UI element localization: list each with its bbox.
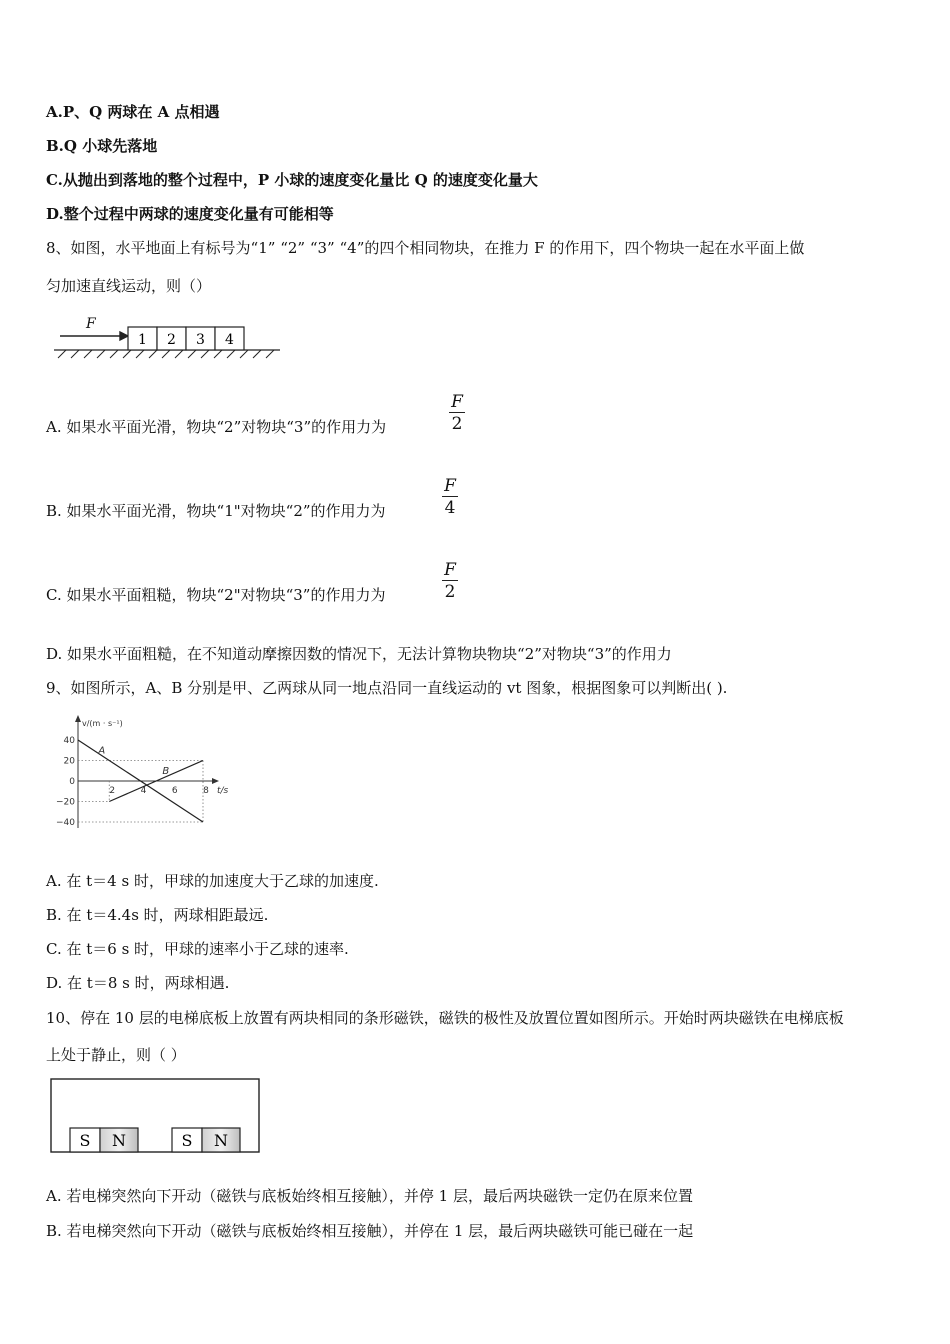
q9-option-b: B. 在 t＝4.4s 时，两球相距最远. (46, 906, 269, 924)
q8-option-c-fraction (442, 560, 458, 603)
q8-option-a-fraction (449, 392, 465, 435)
hatch-mark (123, 350, 131, 358)
block-label-3: 3 (196, 332, 205, 348)
hatch-mark (201, 350, 209, 358)
hatch-mark (97, 350, 105, 358)
magnet-1-n-label: N (112, 1131, 126, 1150)
hatch-mark (214, 350, 222, 358)
q9-option-a: A. 在 t＝4 s 时，甲球的加速度大于乙球的加速度. (46, 872, 379, 890)
hatch-mark (162, 350, 170, 358)
q8-option-d: D. 如果水平面粗糙，在不知道动摩擦因数的情况下，无法计算物块物块“2”对物块“3”的作用力 (46, 645, 672, 663)
block-label-1: 1 (138, 332, 147, 348)
q9-option-c: C. 在 t＝6 s 时，甲球的速率小于乙球的速率. (46, 940, 349, 958)
q8-stem-line1: 8、如图，水平地面上有标号为“1” “2” “3” “4”的四个相同物块，在推力 F 的作用下，四个物块一起在水平面上做 (46, 239, 805, 257)
fraction-numerator: F (451, 392, 463, 412)
q10-option-a: A. 若电梯突然向下开动（磁铁与底板始终相互接触），并停 1 层，最后两块磁铁一定仍在原来位置 (46, 1187, 693, 1205)
hatch-mark (240, 350, 248, 358)
q8-option-b-fraction (442, 476, 458, 519)
q8-option-c: C. 如果水平面粗糙，物块“2"对物块“3”的作用力为 (46, 586, 386, 604)
y-tick-label: −20 (56, 797, 75, 808)
q7-option-a: A.P、Q 两球在 A 点相遇 (46, 103, 220, 121)
series-label-A: A (98, 745, 106, 757)
fraction-denominator: 2 (444, 582, 456, 602)
x-axis-arrow (212, 778, 219, 784)
hatch-mark (71, 350, 79, 358)
x-tick-label: 6 (171, 786, 178, 796)
hatch-mark (188, 350, 196, 358)
x-tick-label: 2 (109, 786, 116, 796)
q8-stem-line2: 匀加速直线运动，则（） (46, 277, 212, 295)
hatch-mark (266, 350, 274, 358)
fraction-numerator: F (444, 476, 456, 496)
magnet-1 (70, 1128, 138, 1152)
y-tick-label: 0 (69, 777, 75, 787)
hatch-mark (253, 350, 261, 358)
y-tick-label: 40 (63, 736, 75, 746)
q7-option-c: C.从抛出到落地的整个过程中，P 小球的速度变化量比 Q 的速度变化量大 (46, 171, 538, 189)
hatch-mark (227, 350, 235, 358)
q8-option-b: B. 如果水平面光滑，物块“1"对物块“2”的作用力为 (46, 502, 386, 520)
hatch-mark (136, 350, 144, 358)
hatch-mark (84, 350, 92, 358)
y-tick-label: 20 (63, 756, 75, 767)
hatch-mark (149, 350, 157, 358)
blocks (128, 327, 244, 350)
magnet-1-s-label: S (79, 1131, 91, 1150)
series-label-B: B (162, 765, 170, 777)
x-axis-label: t/s (217, 786, 228, 796)
q9-stem: 9、如图所示，A、B 分别是甲、乙两球从同一地点沿同一直线运动的 vt 图象，根据图象可以判断出( ). (46, 679, 728, 697)
q8-blocks-figure (50, 312, 290, 362)
q10-option-b: B. 若电梯突然向下开动（磁铁与底板始终相互接触），并停在 1 层，最后两块磁铁可能已碰在一起 (46, 1222, 694, 1240)
q8-option-a: A. 如果水平面光滑，物块“2”对物块“3”的作用力为 (46, 418, 387, 436)
y-axis-arrow (75, 715, 81, 722)
x-tick-label: 4 (140, 786, 147, 796)
magnet-2 (172, 1128, 240, 1152)
hatch-mark (110, 350, 118, 358)
force-label: F (86, 316, 96, 332)
q10-stem-line2: 上处于静止，则（ ） (46, 1046, 186, 1064)
y-tick-label: −40 (56, 818, 75, 828)
vt-chart (48, 712, 228, 842)
magnet-2-n-label: N (214, 1131, 228, 1150)
hatch-mark (58, 350, 66, 358)
elevator-figure (48, 1076, 263, 1156)
x-tick-label: 8 (203, 786, 209, 796)
hatch-mark (175, 350, 183, 358)
block-label-4: 4 (225, 332, 234, 348)
fraction-denominator: 2 (451, 414, 463, 434)
y-axis-label: v/(m · s⁻¹) (82, 719, 123, 728)
q9-option-d: D. 在 t＝8 s 时，两球相遇. (46, 974, 230, 992)
fraction-denominator: 4 (444, 498, 456, 518)
force-arrow (60, 332, 128, 340)
ground-hatching (58, 350, 274, 358)
magnet-2-s-label: S (181, 1131, 193, 1150)
q7-option-d: D.整个过程中两球的速度变化量有可能相等 (46, 205, 334, 223)
block-label-2: 2 (167, 332, 176, 348)
fraction-numerator: F (444, 560, 456, 580)
q10-stem-line1: 10、停在 10 层的电梯底板上放置有两块相同的条形磁铁，磁铁的极性及放置位置如图所示。开始时两块磁铁在电梯底板 (46, 1009, 844, 1027)
q7-option-b: B.Q 小球先落地 (46, 137, 158, 155)
